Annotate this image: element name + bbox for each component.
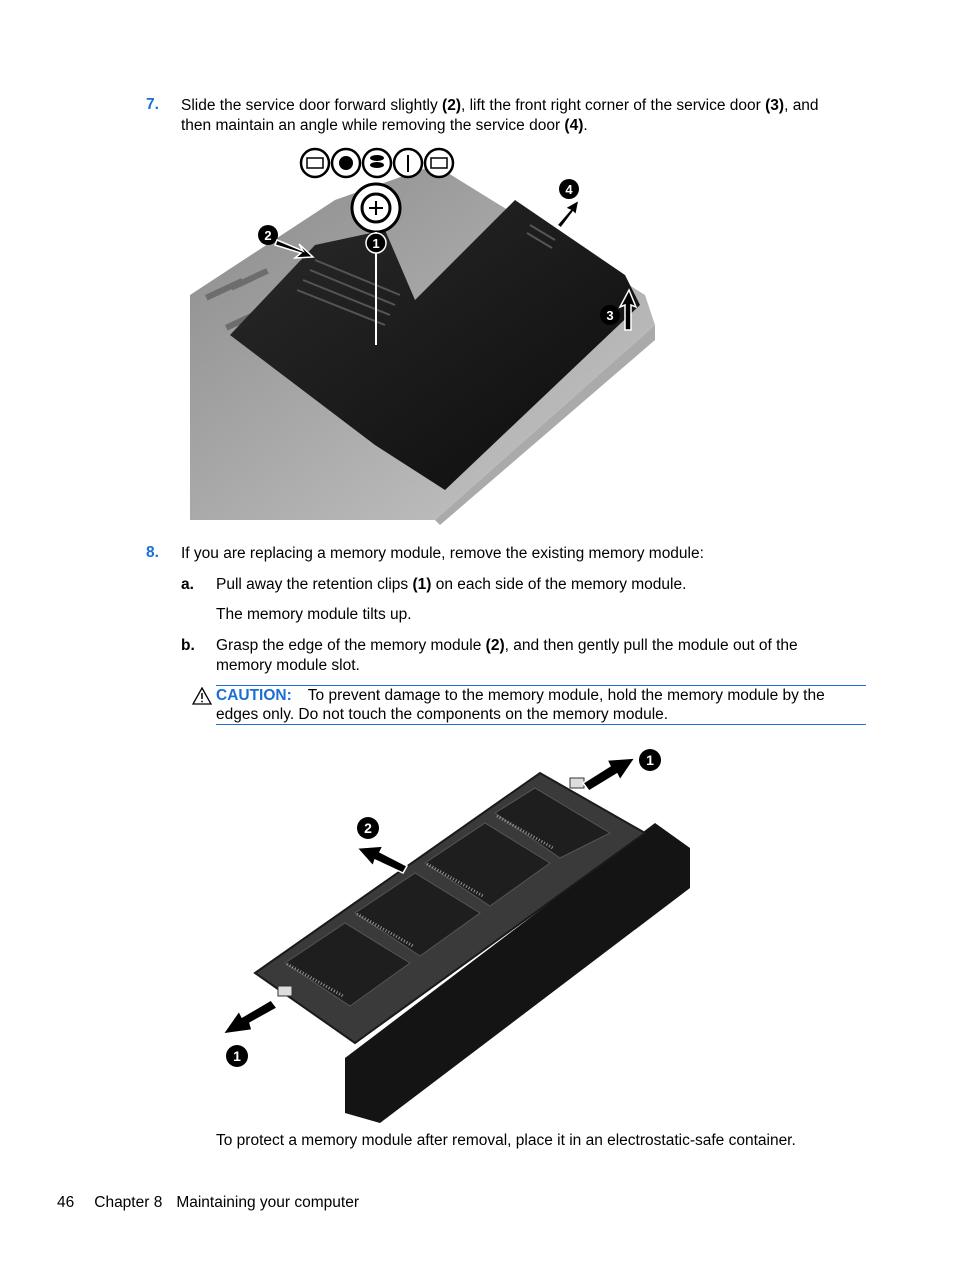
svg-text:3: 3 xyxy=(606,308,614,323)
callout-1 xyxy=(366,233,386,253)
callout-4 xyxy=(557,179,579,228)
arrow-lift-icon xyxy=(557,200,579,228)
service-door-figure xyxy=(185,145,660,525)
keyboard-icon xyxy=(301,149,329,177)
substep-b-text: Grasp the edge of the memory module (2), and then gently pull the module out of the memory module slot. xyxy=(216,637,798,674)
caution-label: CAUTION: xyxy=(216,687,292,704)
step-7-text xyxy=(181,96,861,135)
retention-clip-bottom xyxy=(278,986,292,996)
step-7-number: 7. xyxy=(146,96,159,113)
arrow-pull-clip-icon xyxy=(223,1000,277,1034)
memory-icon xyxy=(425,149,453,177)
retention-clip-top xyxy=(570,778,584,788)
svg-text:1: 1 xyxy=(233,1048,241,1064)
step-8-number: 8. xyxy=(146,544,159,561)
substep-b-letter: b. xyxy=(181,637,195,654)
svg-text:2: 2 xyxy=(364,820,372,836)
page-number: 46 xyxy=(57,1194,75,1211)
svg-text:2: 2 xyxy=(264,228,272,243)
caution-line-1: CAUTION: To prevent damage to the memory module, hold the memory module by the xyxy=(216,687,825,704)
arrow-pull-module-icon xyxy=(357,846,407,873)
chapter-label: Chapter 8 xyxy=(94,1194,163,1211)
caution-line-2: edges only. Do not touch the components on the memory module. xyxy=(216,706,669,723)
callout-clip-bottom xyxy=(223,1000,277,1067)
arrow-pull-clip-icon xyxy=(583,758,635,791)
svg-text:1: 1 xyxy=(646,752,654,768)
caution-box xyxy=(216,685,866,725)
page-footer xyxy=(57,1193,359,1213)
chapter-title: Maintaining your computer xyxy=(176,1194,359,1211)
step-7-line-1: Slide the service door forward slightly (2), lift the front right corner of the service door (3), and xyxy=(181,97,819,114)
closing-text: To protect a memory module after removal, place it in an electrostatic-safe container. xyxy=(216,1132,796,1149)
component-icons xyxy=(301,149,453,177)
memory-module-figure xyxy=(215,738,700,1123)
step-8-text: If you are replacing a memory module, remove the existing memory module: xyxy=(181,545,704,562)
substep-a-text: Pull away the retention clips (1) on each side of the memory module. xyxy=(216,576,687,593)
callout-module xyxy=(357,817,407,873)
substep-a-letter: a. xyxy=(181,576,194,593)
svg-text:1: 1 xyxy=(372,236,380,251)
substep-a-result: The memory module tilts up. xyxy=(216,606,412,623)
caution-icon xyxy=(192,687,212,705)
svg-text:4: 4 xyxy=(565,182,573,197)
callout-clip-top xyxy=(583,749,661,791)
step-7-line-2: then maintain an angle while removing the service door (4). xyxy=(181,116,588,134)
